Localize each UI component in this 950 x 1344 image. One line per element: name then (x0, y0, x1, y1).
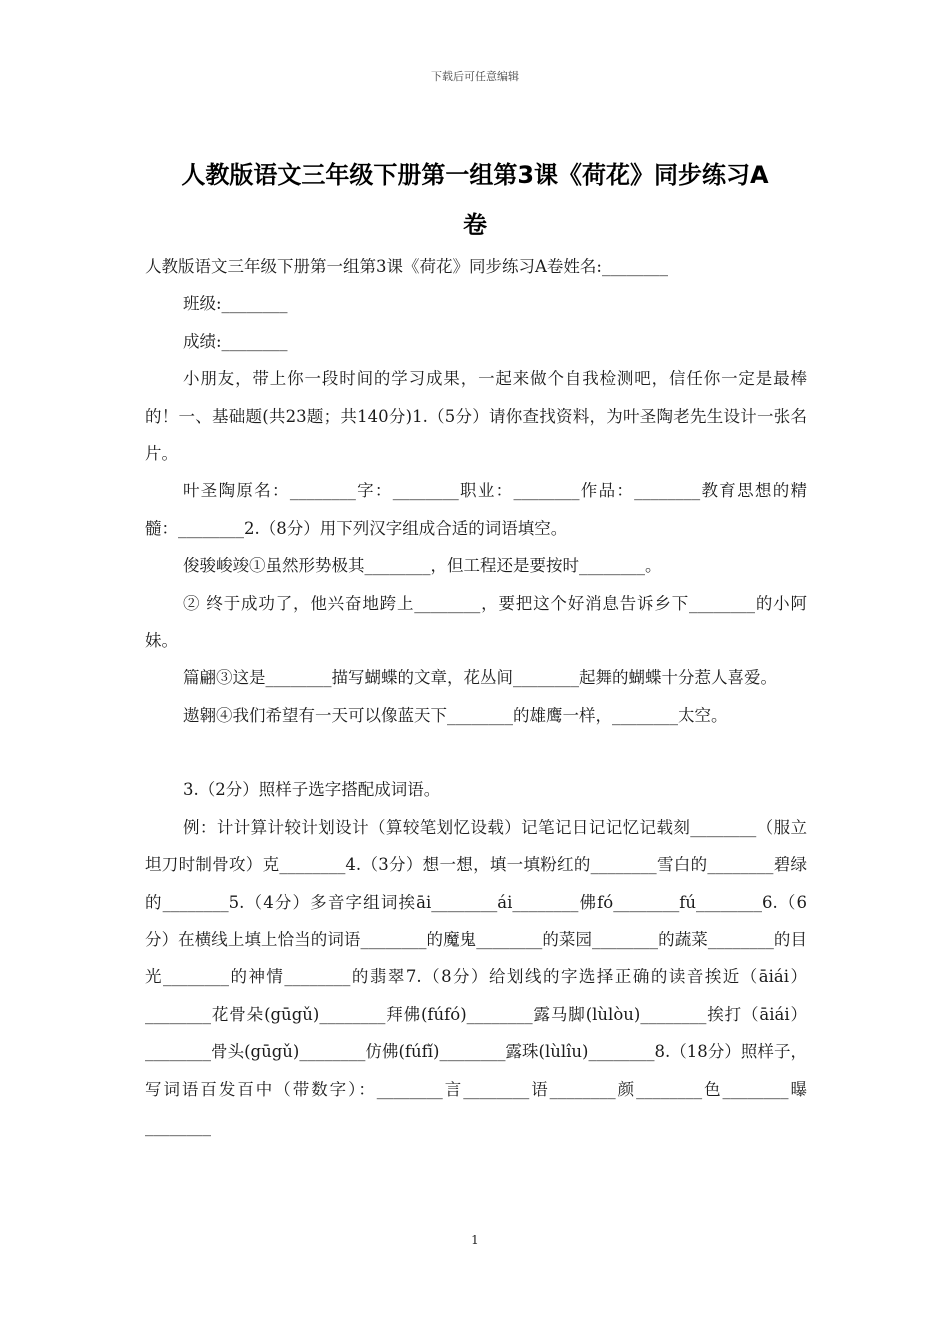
questions-3-to-8: 例：计计算计较计划设计（算较笔划忆设载）记笔记日记记忆记载刻________（服立坦刀时制骨攻）克________4.（3分）想一想，填一填粉红的________雪白的________碧绿的________5.（4分）多音字组词挨āi________ái________佛fó________fú________6.（6分）在横线上填上恰当的词语________的魔鬼________的菜园________的蔬菜________的目光________的神情________的翡翠7.（8分）给划线的字选择正确的读音挨近（āiái）________花骨朵(gūgǔ)________拜佛(fúfó)________露马脚(lùlòu)________挨打（āiái）________骨头(gūgǔ)________仿佛(fúfǐ)________露珠(lùlîu)________8.（18分）照样子，写词语百发百中（带数字）：________言________语________颜________色________曝________ (145, 817, 807, 1136)
question-3: 3.（2分）照样子选字搭配成词语。 (183, 780, 441, 800)
question-2-item-3: 篇翩③这是________描写蝴蝶的文章，花丛间________起舞的蝴蝶十分惹人喜爱。 (183, 668, 777, 688)
intro-paragraph: 小朋友，带上你一段时间的学习成果，一起来做个自我检测吧，信任你一定是最棒的！一、基础题(共23题；共140分)1.（5分）请你查找资料，为叶圣陶老先生设计一张名片。 (145, 369, 807, 464)
question-1-business-card: 叶圣陶原名：________字：________职业：________作品：________教育思想的精髓：________2.（8分）用下列汉字组成合适的词语填空。 (145, 481, 807, 538)
subtitle-name-line: 人教版语文三年级下册第一组第3课《荷花》同步练习A卷姓名:________ (145, 257, 668, 276)
document-body (145, 248, 807, 1145)
question-2-item-1: 俊骏峻竣①虽然形势极其________，但工程还是要按时________。 (183, 556, 662, 576)
class-line: 班级:________ (183, 294, 288, 314)
document-title-line1: 人教版语文三年级下册第一组第3课《荷花》同步练习A (181, 161, 769, 189)
header-note: 下载后可任意编辑 (431, 70, 519, 83)
document-title-line2: 卷 (463, 211, 487, 239)
question-2-item-2: ② 终于成功了，他兴奋地跨上________，要把这个好消息告诉乡下________的小阿妹。 (145, 593, 807, 651)
page-number: 1 (471, 1233, 479, 1247)
spacer (145, 734, 807, 771)
score-line: 成绩:________ (183, 331, 288, 351)
question-2-item-4: 遨翱④我们希望有一天可以像蓝天下________的雄鹰一样，________太空。 (183, 705, 728, 725)
